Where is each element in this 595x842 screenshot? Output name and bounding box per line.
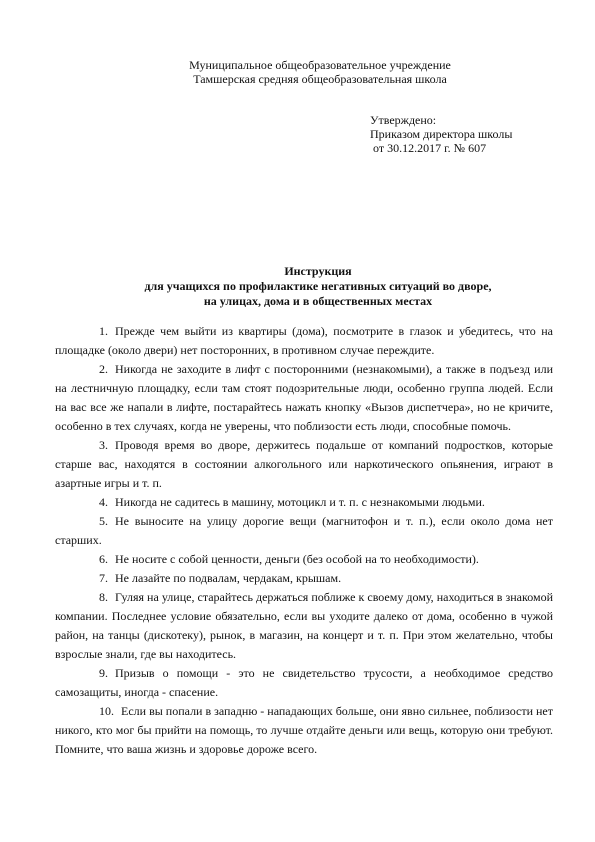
item-number: 7. <box>99 571 108 585</box>
title-heading: Инструкция <box>284 264 352 278</box>
instruction-item <box>55 664 553 702</box>
item-text: Призыв о помощи - это не свидетельство трусости, а необходимое средство самозащиты, иногда - спасение. <box>55 666 553 699</box>
instruction-item <box>55 702 553 759</box>
school-name: Тамшерская средняя общеобразовательная школа <box>193 72 447 86</box>
item-text: Если вы попали в западню - нападающих больше, они явно сильнее, поблизости нет никого, кто мог бы прийти на помощь, то лучше отдайте деньги или вещь, которую они требуют. Помните, что ваша жизнь и здоровье дороже всего. <box>55 704 553 756</box>
school-header <box>150 58 490 86</box>
item-text: Гуляя на улице, старайтесь держаться поближе к своему дому, находиться в знакомой компании. Последнее условие обязательно, если вы уходите далеко от дома, особенно в чужой район, на танцы (дискотеку), рынок, в магазин, на концерт и т. п. При этом желательно, чтобы взрослые знали, где вы находитесь. <box>55 590 553 661</box>
item-number: 3. <box>99 438 108 452</box>
instruction-item <box>55 436 553 493</box>
item-text: Никогда не садитесь в машину, мотоцикл и т. п. с незнакомыми людьми. <box>115 495 485 509</box>
item-text: Не лазайте по подвалам, чердакам, крышам. <box>115 571 342 585</box>
item-text: Не выносите на улицу дорогие вещи (магнитофон и т. п.), если около дома нет старших. <box>55 514 553 547</box>
item-number: 9. <box>99 666 108 680</box>
instruction-item <box>55 493 553 512</box>
approval-order-date: от 30.12.2017 г. № 607 <box>373 141 487 155</box>
item-number: 4. <box>99 495 108 509</box>
item-number: 8. <box>99 590 108 604</box>
item-text: Не носите с собой ценности, деньги (без особой на то необходимости). <box>115 552 479 566</box>
item-number: 2. <box>99 362 108 376</box>
document-title <box>108 264 528 309</box>
item-number: 1. <box>99 324 108 338</box>
institution-type: Муниципальное общеобразовательное учреждение <box>189 58 451 72</box>
instruction-item <box>55 512 553 550</box>
item-text: Проводя время во дворе, держитесь подальше от компаний подростков, которые старше вас, находятся в состоянии алкогольного или наркотического опьянения, играют в азартные игры и т. п. <box>55 438 553 490</box>
instruction-list <box>55 322 553 759</box>
approval-by: Приказом директора школы <box>370 127 513 141</box>
item-number: 10. <box>99 704 114 718</box>
title-line-1: для учащихся по профилактике негативных ситуаций во дворе, <box>144 279 492 293</box>
approval-block <box>370 113 570 155</box>
instruction-item <box>55 588 553 664</box>
item-number: 6. <box>99 552 108 566</box>
instruction-item <box>55 322 553 360</box>
item-text: Никогда не заходите в лифт с посторонними (незнакомыми), а также в подъезд или на лестничную площадку, если там стоят подозрительные люди, особенно группа людей. Если на вас все же напали в лифте, постарайтесь нажать кнопку «Вызов диспетчера», но не кричите, особенно в тех случаях, когда не уверены, что поблизости есть люди, способные помочь. <box>55 362 553 433</box>
item-text: Прежде чем выйти из квартиры (дома), посмотрите в глазок и убедитесь, что на площадке (около двери) нет посторонних, в противном случае переждите. <box>55 324 553 357</box>
instruction-item <box>55 550 553 569</box>
instruction-item <box>55 569 553 588</box>
approval-label: Утверждено: <box>370 113 437 127</box>
item-number: 5. <box>99 514 108 528</box>
title-line-2: на улицах, дома и в общественных местах <box>203 294 433 308</box>
instruction-item <box>55 360 553 436</box>
